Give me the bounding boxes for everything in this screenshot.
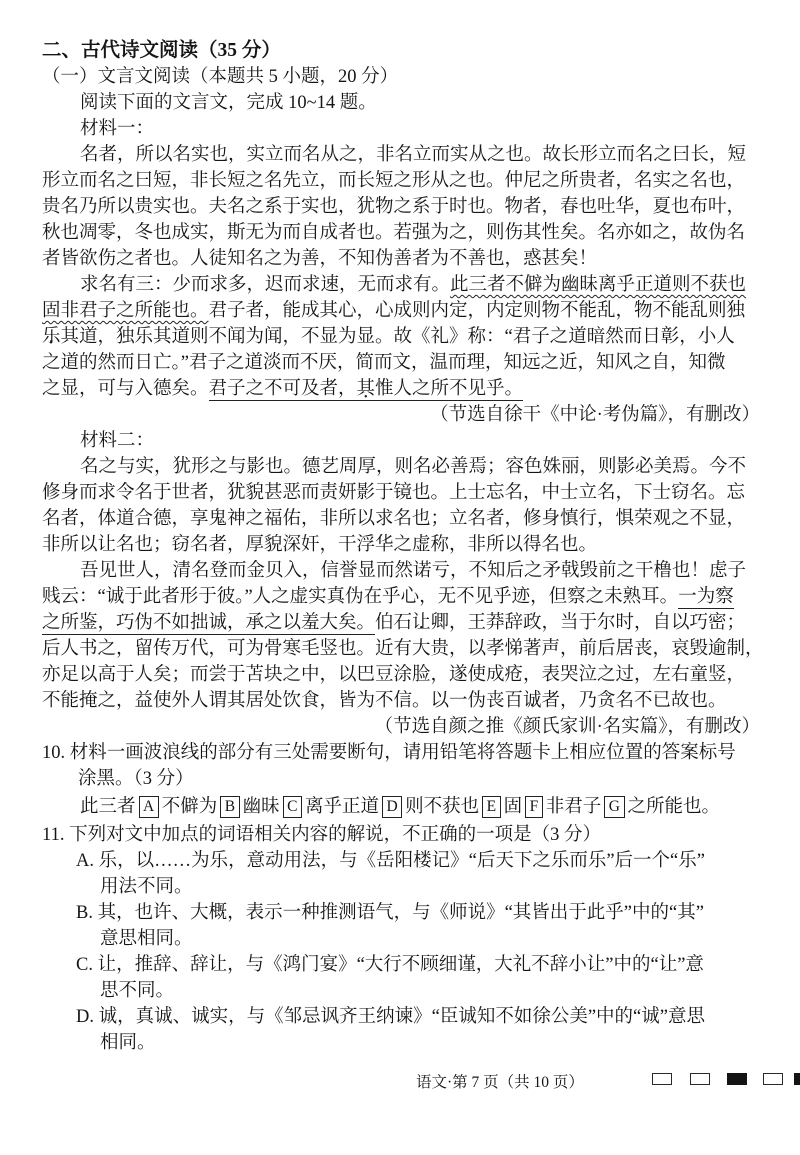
registration-mark-filled — [794, 1073, 800, 1085]
marked-text: 乐 — [42, 327, 61, 347]
material-2-line — [42, 662, 760, 688]
material-2-line — [42, 688, 760, 714]
text-segment: 不能掩之，益使外人谓其居处饮食，皆为不信。以一伪丧百 — [42, 691, 524, 711]
text-segment: 者，乃贪名不已故也。 — [541, 691, 727, 711]
option-a-line — [42, 874, 760, 900]
text-segment: 贱云：“诚于此者形于彼。”人之虚实真伪在乎心，无不见乎迹，但察之未熟耳。 — [42, 587, 679, 607]
text-segment: 修身而求令名于世者，犹貌甚恶而责妍影于镜也。上士忘名，中士立名，下士窃名。忘 — [42, 483, 746, 503]
answer-label-box: E — [482, 796, 500, 818]
text-segment: 二、古代诗文阅读（35 分） — [42, 40, 281, 61]
question-11-stem — [42, 822, 760, 848]
registration-mark-outline — [763, 1073, 783, 1085]
text-segment: 思不同。 — [100, 981, 175, 1001]
text-segment: 11. 下列对文中加点的词语相关内容的解说，不正确的一项是（3 分） — [42, 825, 601, 845]
registration-mark-filled — [727, 1073, 747, 1085]
material-1-line — [42, 324, 760, 350]
text-segment: 阅读下面的文言文，完成 10~14 题。 — [80, 93, 377, 113]
text-segment: （节选自徐干《中论·考伪篇》，有删改） — [430, 405, 760, 425]
text-segment: 亦足以高于人矣；而尝于苫块之中，以巴豆涂脸，遂使成疮，表哭泣之过，左右童竖， — [42, 665, 746, 685]
subsection-heading — [42, 64, 760, 90]
text-segment: 求名有三：少而求多，迟而求速，无而求有。 — [80, 275, 451, 295]
option-d-line — [42, 1030, 760, 1056]
text-segment: 之显，可与入德矣。 — [42, 379, 209, 399]
text-segment: A. 乐，以……为乐，意动用法，与《岳阳楼记》“后天下之乐而乐”后一个“乐” — [76, 851, 705, 871]
material-1-line — [42, 168, 760, 194]
marked-text: 诚 — [523, 691, 542, 711]
text-segment: 伯石 — [375, 613, 413, 633]
registration-mark-outline — [690, 1073, 710, 1085]
text-segment: 不僻为 — [161, 797, 218, 817]
option-c-line — [42, 978, 760, 1004]
page-number-label: 语文·第 7 页（共 10 页） — [416, 1074, 584, 1091]
text-segment: 则不获也 — [405, 797, 480, 817]
material-1-line — [42, 142, 760, 168]
marked-text: 一为察 — [678, 587, 734, 607]
answer-label-box: C — [283, 796, 302, 818]
text-segment: 名者，所以名实也，实立而名从之，非名立而实从之也。故长形立而名之曰长，短 — [80, 145, 747, 165]
text-segment: 吾见世人，清名登而金贝入，信誉显而然诺亏，不知后之矛戟毁前之干橹也！虑子 — [80, 561, 747, 581]
material-2-line — [42, 636, 764, 662]
material-1-label — [42, 116, 760, 142]
attribution-line — [42, 402, 760, 428]
text-segment: 形立而名之曰短，非长短之名先立，而长短之形从之也。仲尼之所贵者，名实之名也， — [42, 171, 746, 191]
text-segment: 名者，体道合德，享鬼神之福佑，非所以求名也；立名者，修身慎行，惧荣观之不显， — [42, 509, 746, 529]
text-segment: 之所能也。 — [627, 797, 721, 817]
marked-text: 此三者不僻为幽昧离乎正道则不获也 — [450, 275, 747, 295]
answer-label-box: A — [139, 796, 159, 818]
text-segment: 10. 材料一画波浪线的部分有三处需要断句，请用铅笔将答题卡上相应位置的答案标号 — [42, 743, 736, 763]
material-2-line — [42, 532, 760, 558]
text-segment: 非所以让名也；窃名者，厚貌深奸，干浮华之虚称，非所以得名也。 — [42, 535, 598, 555]
text-segment: 材料二： — [80, 431, 155, 451]
option-b-line — [42, 900, 760, 926]
text-segment: 卿，王莽辞政，当于尔时，自以巧密； — [430, 613, 746, 633]
option-b-line — [42, 926, 760, 952]
text-segment: （节选自颜之推《颜氏家训·名实篇》，有删改） — [374, 717, 760, 737]
question-10-line — [42, 740, 760, 766]
text-segment: 此三者 — [80, 797, 136, 817]
text-segment: 名之与实，犹形之与影也。德艺周厚，则名必善焉；容色姝丽，则影必美焉。今不 — [80, 457, 747, 477]
text-segment: 秋也凋零，冬也成实，斯无为而自成者也。若强为之，则伤其性矣。名亦如之，故伪名 — [42, 223, 746, 243]
question-10-line — [42, 766, 760, 792]
text-segment: 涂黑。（3 分） — [78, 769, 194, 789]
section-heading — [42, 38, 760, 64]
document-body — [42, 38, 764, 1056]
answer-label-box: D — [382, 796, 402, 818]
text-segment: 之道的然而日亡。”君子之道淡而不厌，简而文，温而理，知远之近，知风之自，知微 — [42, 353, 726, 373]
text-segment: 后人书之，留传万代，可为骨寒毛竖也。近有大贵，以孝悌著声，前后居丧，哀毁逾制， — [42, 639, 764, 659]
material-2-label — [42, 428, 760, 454]
material-1-line — [42, 194, 760, 220]
material-2-line — [42, 558, 760, 584]
material-1-line — [42, 220, 760, 246]
text-segment: 用法不同。 — [100, 877, 193, 897]
text-segment: 幽昧 — [242, 797, 280, 817]
material-1-line — [42, 298, 760, 324]
material-2-line — [42, 584, 760, 610]
material-1-line — [42, 376, 760, 402]
text-segment: 相同。 — [100, 1033, 156, 1053]
option-d-line — [42, 1004, 760, 1030]
material-2-line — [42, 454, 760, 480]
text-segment: 贵名乃所以贵实也。夫名之系于实也，犹物之系于时也。物者，春也吐华，夏也布叶， — [42, 197, 746, 217]
marked-text: 让 — [412, 613, 431, 633]
marked-text: 之所鉴，巧伪不如拙诚，承之以羞大矣。 — [42, 613, 376, 633]
text-segment: 离乎正道 — [304, 797, 379, 817]
registration-marks — [0, 1073, 800, 1087]
text-segment: D. 诚，真诚、诚实，与《邹忌讽齐王纳谏》“臣诚知不如徐公美”中的“诚”意思 — [76, 1007, 705, 1027]
text-segment: B. 其，也许、大概，表示一种推测语气，与《师说》“其皆出于此乎”中的“其” — [76, 903, 704, 923]
option-c-line — [42, 952, 760, 978]
material-2-line — [42, 480, 760, 506]
material-1-line — [42, 350, 760, 376]
option-a-line — [42, 848, 760, 874]
marked-text: 惟人之所不见乎。 — [375, 379, 524, 399]
answer-label-box: G — [604, 796, 624, 818]
text-segment: 非君子 — [545, 797, 602, 817]
text-segment: C. 让，推辞、辞让，与《鸿门宴》“大行不顾细谨，大礼不辞小让”中的“让”意 — [76, 955, 704, 975]
material-2-line — [42, 506, 760, 532]
marked-text: 固非君子之所能也。 — [42, 301, 209, 321]
text-segment: 君子者，能成其心，心成则内定，内定则物不能乱，物不能乱则独 — [208, 301, 746, 321]
answer-label-box: B — [220, 796, 239, 818]
text-segment: 材料一： — [80, 119, 155, 139]
text-segment: 者皆欲伤之者也。人徒知名之为善，不知伪善者为不善也，惑甚矣！ — [42, 249, 598, 269]
attribution-line — [42, 714, 760, 740]
text-segment: 其道，独乐其道则不闻为闻，不显为显。故《礼》称：“君子之道暗然而日彰，小人 — [60, 327, 735, 347]
registration-mark-outline — [652, 1073, 672, 1085]
material-2-line — [42, 610, 760, 636]
material-1-line — [42, 246, 760, 272]
marked-text: 其 — [356, 379, 376, 399]
marked-text: 君子之不可及者， — [208, 379, 357, 399]
answer-label-box: F — [525, 796, 543, 818]
text-segment: 意思相同。 — [100, 929, 193, 949]
question-10-answer-strip — [42, 792, 760, 822]
text-segment: 固 — [503, 797, 523, 817]
instruction-line — [42, 90, 760, 116]
text-segment: （一）文言文阅读（本题共 5 小题，20 分） — [42, 67, 399, 87]
material-1-line — [42, 272, 760, 298]
